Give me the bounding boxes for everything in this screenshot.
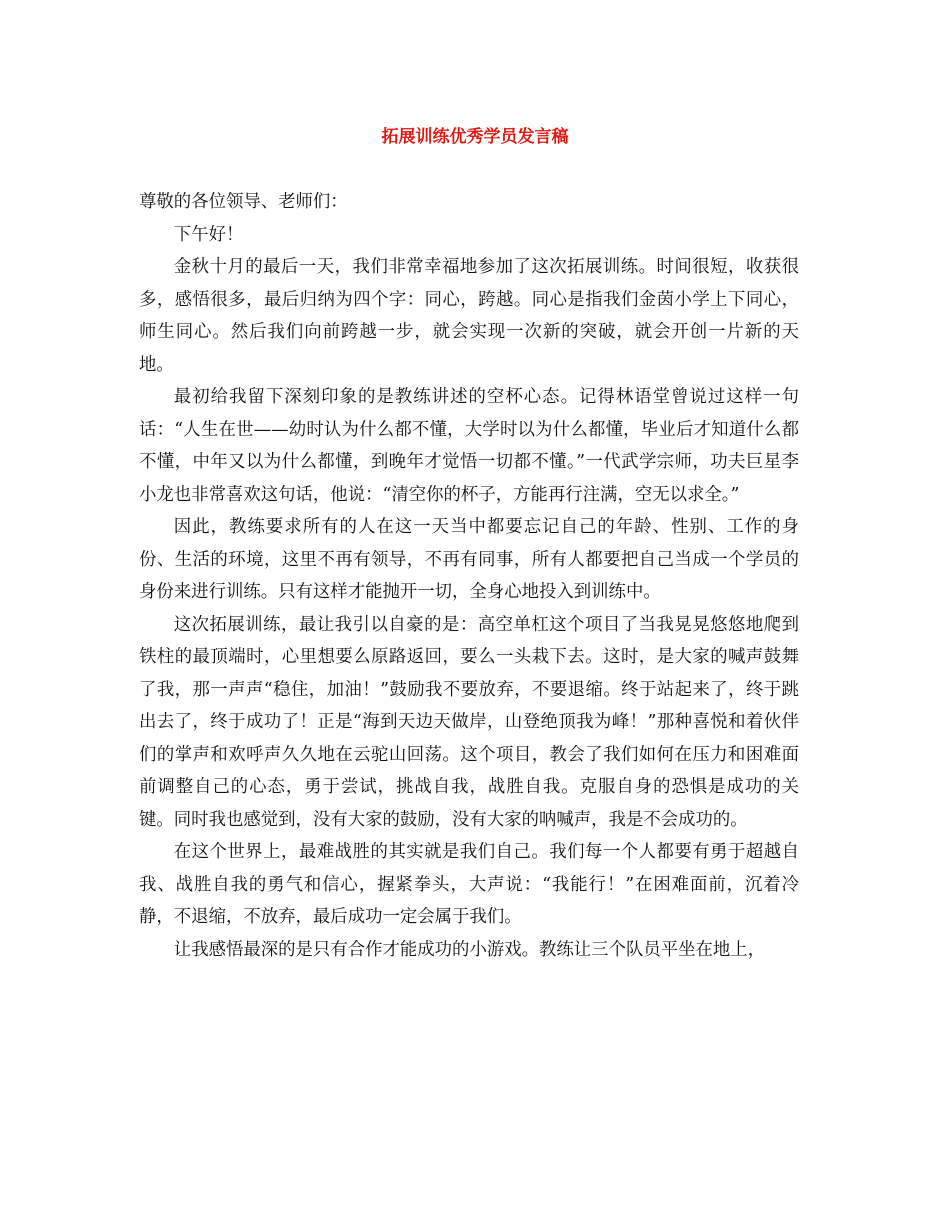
- paragraph-6: 让我感悟最深的是只有合作才能成功的小游戏。教练让三个队员平坐在地上，: [173, 939, 766, 960]
- paragraph-4: 这次拓展训练，最让我引以自豪的是：高空单杠这个项目了当我晃晃悠悠地爬到铁柱的最顶端时，心里想要么原路返回，要么一头栽下去。这时，是大家的喊声鼓舞了我，那一声声“稳住，加油！”鼓励我不要放弃，不要退缩。终于站起来了，终于跳出去了，终于成功了！正是“海到天边天做岸，山登绝顶我为峰！”那种喜悦和着伙伴们的掌声和欢呼声久久地在云驼山回荡。这个项目，教会了我们如何在压力和困难面前调整自己的心态，勇于尝试，挑战自我，战胜自我。克服自身的恐惧是成功的关键。同时我也感觉到，没有大家的鼓励，没有大家的呐喊声，我是不会成功的。: [139, 614, 799, 830]
- paragraph-greeting: 下午好！: [173, 224, 244, 245]
- salutation: 尊敬的各位领导、老师们：: [139, 192, 348, 212]
- paragraph-5: 在这个世界上，最难战胜的其实就是我们自己。我们每一个人都要有勇于超越自我、战胜自我的勇气和信心，握紧拳头，大声说：“我能行！”在困难面前，沉着冷静，不退缩，不放弃，最后成功一定会属于我们。: [139, 842, 799, 927]
- paragraph-3: 因此，教练要求所有的人在这一天当中都要忘记自己的年龄、性别、工作的身份、生活的环境，这里不再有领导，不再有同事，所有人都要把自己当成一个学员的身份来进行训练。只有这样才能抛开一切，全身心地投入到训练中。: [139, 517, 799, 602]
- document-body: [139, 186, 799, 966]
- paragraph-1: 金秋十月的最后一天，我们非常幸福地参加了这次拓展训练。时间很短，收获很多，感悟很多，最后归纳为四个字：同心，跨越。同心是指我们金茵小学上下同心，师生同心。然后我们向前跨越一步，就会实现一次新的突破，就会开创一片新的天地。: [139, 257, 799, 375]
- document-title: 拓展训练优秀学员发言稿: [381, 127, 569, 147]
- paragraph-2: 最初给我留下深刻印象的是教练讲述的空杯心态。记得林语堂曾说过这样一句话：“人生在世——幼时认为什么都不懂，大学时以为什么都懂，毕业后才知道什么都不懂，中年又以为什么都懂，到晚年才觉悟一切都不懂。”一代武学宗师，功夫巨星李小龙也非常喜欢这句话，他说：“清空你的杯子，方能再行注满，空无以求全。”: [139, 387, 799, 505]
